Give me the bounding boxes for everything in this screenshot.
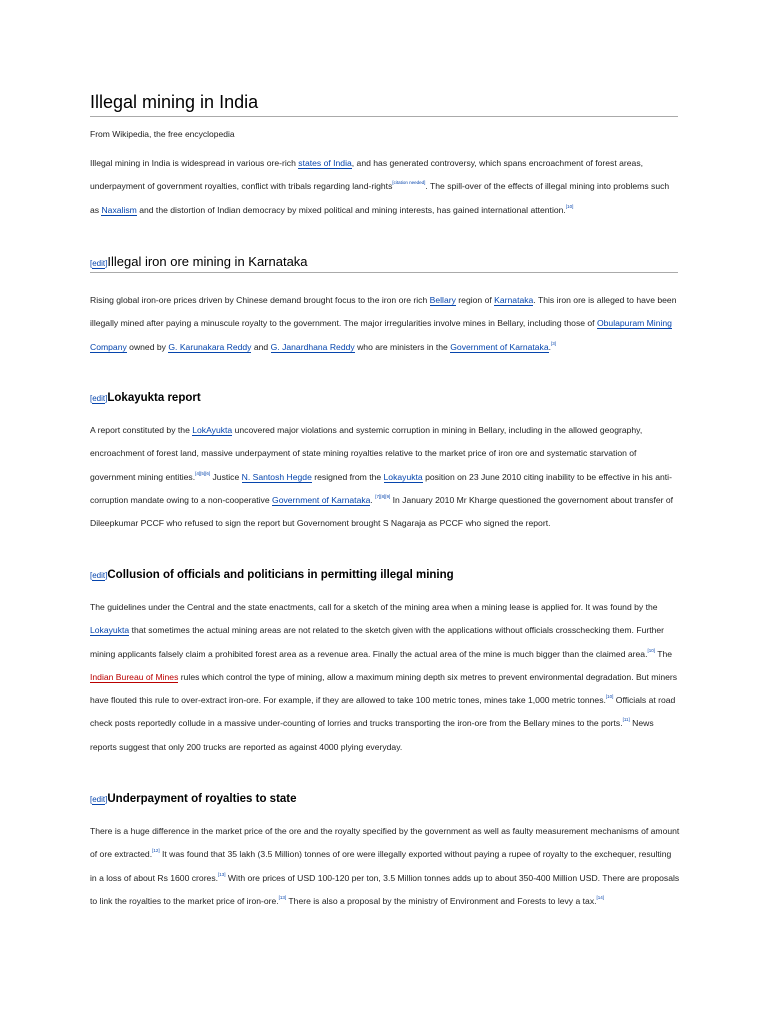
link-g-janardhana-reddy[interactable]: G. Janardhana Reddy: [270, 341, 355, 352]
ref-4-5-6[interactable]: [4][5][6]: [195, 470, 211, 476]
ref-10[interactable]: [10]: [605, 694, 614, 700]
link-lokayukta-2[interactable]: Lokayukta: [383, 471, 423, 482]
link-bellary[interactable]: Bellary: [429, 295, 456, 305]
ref-3[interactable]: [3]: [551, 340, 557, 346]
section-heading-karnataka: [edit]Illegal iron ore mining in Karnataka: [90, 254, 678, 273]
page-title: Illegal mining in India: [90, 92, 678, 117]
karnataka-paragraph: Rising global iron-ore prices driven by Chinese demand brought focus to the iron ore rich Bellary region of Karnataka. This iron ore is alleged to have been illegally mined after paying a minuscule royalty to the government. The major irregularities involve mines in Bellary, including those of Obulapuram Mining Company owned by G. Karunakara Reddy and G. Janardhana Reddy who are ministers in the Government of Karnataka.[3]: [90, 295, 677, 352]
link-government-of-karnataka-2[interactable]: Government of Karnataka: [272, 494, 371, 505]
link-states-of-india[interactable]: states of India: [298, 158, 352, 168]
royalties-paragraph: There is a huge difference in the market price of the ore and the royalty specified by the government as well as faulty measurement mechanisms of amount of ore extracted.[12] It was found that 35 lakh (3.5 Million) tonnes of ore were illegally exported without paying a rupee of royalty to the exchequer, resulting in a loss of about Rs 1600 crores.[13] With ore prices of USD 100-120 per ton, 3.5 Million tonnes adds up to about 350-400 Million USD. There are proposals to link the royalties to the market price of iron-ore.[13] There is also a proposal by the ministry of Environment and Forests to levy a tax.[14]: [90, 826, 680, 906]
edit-link[interactable]: edit: [92, 571, 106, 580]
link-g-karunakara-reddy[interactable]: G. Karunakara Reddy: [168, 341, 252, 352]
collusion-paragraph: The guidelines under the Central and the state enactments, call for a sketch of the mining area when a mining lease is applied for. It was found by the Lokayukta that sometimes the actual mining areas are not related to the sketch given with the applications without officials crosschecking them. Further mining applicants falsely claim a prohibited forest area as a revenue area. Finally the actual area of the mine is much bigger than the claimed area.[10] The Indian Bureau of Mines rules which control the type of mining, allow a maximum mining depth six metres to prevent environmental degradation. But miners have flouted this rule to over-extract iron-ore. For example, if they are allowed to take 100 metric tones, mines take 1,000 metric tonnes.[10] Officials at road check posts reportedly collude in a massive under-counting of lorries and trucks transporting the iron-ore from the Bellary mines to the ports.[11] News reports suggest that only 200 trucks are reported as against 4000 plying everyday.: [90, 602, 678, 752]
section-heading-lokayukta-report: [edit]Lokayukta report: [90, 392, 201, 404]
ref-10[interactable]: [10]: [647, 647, 655, 653]
ref-7-8-9[interactable]: [7][8][9]: [375, 493, 391, 499]
link-obulapuram-mining-company[interactable]: Obulapuram Mining Company: [90, 318, 672, 352]
site-tagline: From Wikipedia, the free encyclopedia: [90, 129, 235, 139]
citation-needed[interactable]: [citation needed]: [392, 180, 426, 186]
link-government-of-karnataka[interactable]: Government of Karnataka: [450, 341, 549, 352]
link-naxalism[interactable]: Naxalism: [101, 204, 137, 215]
intro-paragraph: Illegal mining in India is widespread in various ore-rich states of India, and has generated controversy, which spans encroachment of forest areas, underpayment of government royalties, conflict with tribals regarding land-rights[citation needed]. The spill-over of the effects of illegal mining into problems such as Naxalism and the distortion of Indian democracy by mixed political and mining interests, has gained international attention.[10]: [90, 158, 670, 215]
link-n-santosh-hegde[interactable]: N. Santosh Hegde: [241, 471, 312, 482]
section-heading-collusion: [edit]Collusion of officials and politicians in permitting illegal mining: [90, 569, 454, 581]
lokayukta-paragraph: A report constituted by the LokAyukta uncovered major violations and systemic corruption in mining in Bellary, including in the allowed geography, encroachment of forest land, massive underpayment of state mining royalties relative to the market price of iron ore and systematic starvation of government mining entities.[4][5][6] Justice N. Santosh Hegde resigned from the Lokayukta position on 23 June 2010 citing inability to be effective in his anti-corruption mandate owing to a non-cooperative Government of Karnataka. [7][8][9] In January 2010 Mr Kharge questioned the governoment about transfer of Dileepkumar PCCF who refused to sign the report but Governoment brought S Nagaraja as PCCF who signed the report.: [90, 425, 674, 529]
link-indian-bureau-of-mines[interactable]: Indian Bureau of Mines: [90, 671, 179, 682]
section-heading-underpayment: [edit]Underpayment of royalties to state: [90, 793, 297, 805]
ref-13[interactable]: [13]: [218, 871, 226, 877]
edit-link[interactable]: edit: [92, 394, 106, 403]
link-karnataka[interactable]: Karnataka: [494, 295, 534, 305]
ref-13[interactable]: [13]: [278, 894, 287, 900]
edit-link[interactable]: edit: [92, 795, 106, 804]
ref-14[interactable]: [14]: [596, 894, 605, 900]
ref-11[interactable]: [11]: [622, 717, 630, 723]
link-lokayukta[interactable]: LokAyukta: [192, 425, 233, 435]
edit-link[interactable]: edit: [92, 259, 106, 268]
ref-10[interactable]: [10]: [565, 203, 574, 209]
link-lokayukta-3[interactable]: Lokayukta: [90, 625, 130, 636]
ref-12[interactable]: [12]: [152, 848, 160, 854]
